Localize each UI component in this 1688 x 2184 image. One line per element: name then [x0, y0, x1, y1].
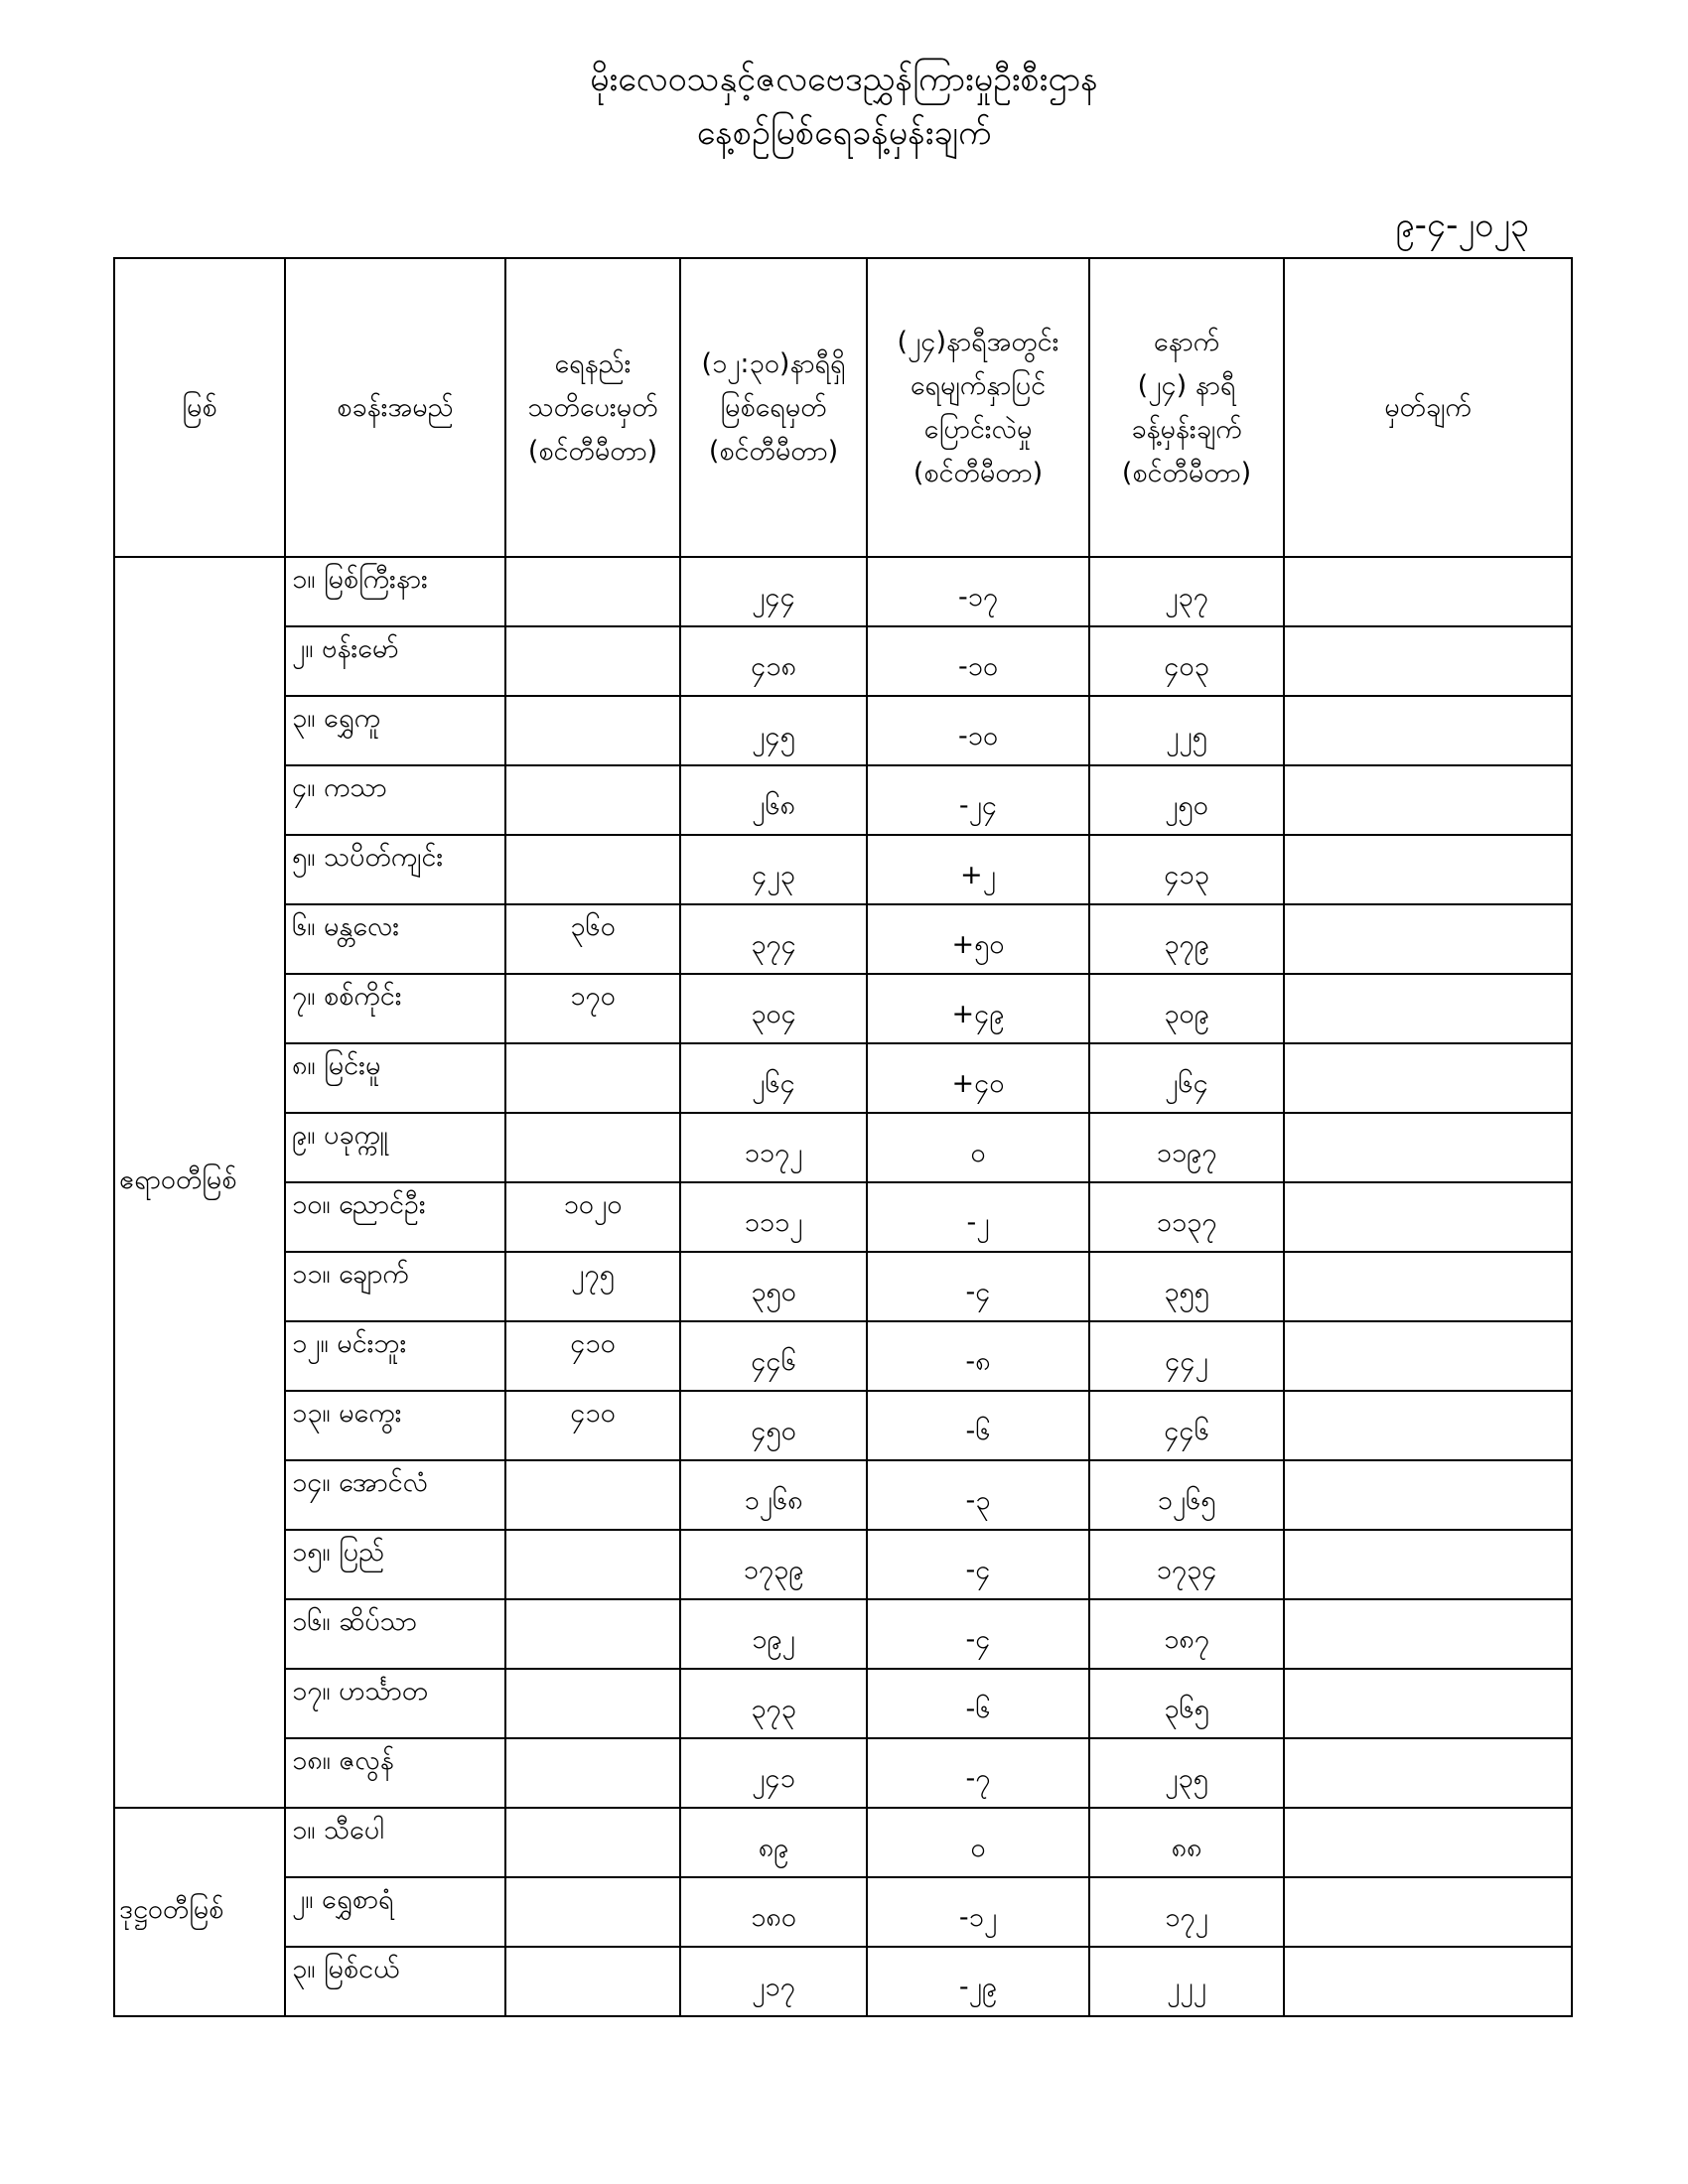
remarks-cell	[1284, 1877, 1572, 1947]
change-cell: -၂၉	[867, 1947, 1089, 2016]
forecast-cell: ၄၁၃	[1089, 835, 1284, 904]
observed-level-cell: ၂၆၄	[680, 1043, 867, 1113]
change-cell: -၂၄	[867, 765, 1089, 835]
observed-level-cell: ၁၈၀	[680, 1877, 867, 1947]
change-cell: -၃	[867, 1460, 1089, 1530]
station-cell: ၆။ မန္တလေး	[285, 904, 505, 974]
station-cell: ၁၃။ မကွေး	[285, 1391, 505, 1460]
remarks-cell	[1284, 765, 1572, 835]
change-cell: -၁၀	[867, 696, 1089, 765]
remarks-cell	[1284, 626, 1572, 696]
warning-level-cell: ၄၁၀	[505, 1321, 680, 1391]
station-cell: ၁။ သီပေါ	[285, 1808, 505, 1877]
station-cell: ၁၀။ ညောင်ဦး	[285, 1182, 505, 1252]
remarks-cell	[1284, 1530, 1572, 1599]
observed-level-cell: ၄၄၆	[680, 1321, 867, 1391]
remarks-cell	[1284, 974, 1572, 1043]
table-row	[114, 904, 1572, 974]
station-cell: ၁၇။ ဟင်္သာတ	[285, 1669, 505, 1738]
station-cell: ၇။ စစ်ကိုင်း	[285, 974, 505, 1043]
forecast-cell: ၃၆၅	[1089, 1669, 1284, 1738]
change-cell: +၂	[867, 835, 1089, 904]
remarks-cell	[1284, 1669, 1572, 1738]
river-forecast-table	[113, 257, 1573, 2017]
table-row	[114, 1182, 1572, 1252]
header-warning-level: ရေနည်း သတိပေးမှတ် (စင်တီမီတာ)	[505, 258, 680, 557]
warning-level-cell: ၂၇၅	[505, 1252, 680, 1321]
observed-level-cell: ၂၄၅	[680, 696, 867, 765]
table-row	[114, 1947, 1572, 2016]
table-row	[114, 974, 1572, 1043]
change-cell: -၆	[867, 1669, 1089, 1738]
station-cell: ၁။ မြစ်ကြီးနား	[285, 557, 505, 626]
station-cell: ၈။ မြင်းမူ	[285, 1043, 505, 1113]
change-cell: +၅၀	[867, 904, 1089, 974]
station-cell: ၁၂။ မင်းဘူး	[285, 1321, 505, 1391]
remarks-cell	[1284, 1738, 1572, 1808]
change-cell: -၄	[867, 1599, 1089, 1669]
station-cell: ၁၄။ အောင်လံ	[285, 1460, 505, 1530]
remarks-cell	[1284, 557, 1572, 626]
warning-level-cell	[505, 1530, 680, 1599]
change-cell: -၄	[867, 1530, 1089, 1599]
forecast-cell: ၄၀၃	[1089, 626, 1284, 696]
forecast-cell: ၄၄၆	[1089, 1391, 1284, 1460]
station-cell: ၂။ ရွှေစာရံ	[285, 1877, 505, 1947]
change-cell: -၁၇	[867, 557, 1089, 626]
station-cell: ၁၆။ ဆိပ်သာ	[285, 1599, 505, 1669]
station-cell: ၁၅။ ပြည်	[285, 1530, 505, 1599]
observed-level-cell: ၁၇၃၉	[680, 1530, 867, 1599]
change-cell: -၁၂	[867, 1877, 1089, 1947]
report-title: နေ့စဉ်မြစ်ရေခန့်မှန်းချက်	[696, 113, 992, 153]
forecast-cell: ၄၄၂	[1089, 1321, 1284, 1391]
table-row	[114, 1113, 1572, 1182]
river-name-cell: ဧရာဝတီမြစ်	[114, 557, 285, 1808]
table-row	[114, 557, 1572, 626]
table-row	[114, 1877, 1572, 1947]
observed-level-cell: ၈၉	[680, 1808, 867, 1877]
forecast-cell: ၂၃၅	[1089, 1738, 1284, 1808]
forecast-cell: ၁၇၃၄	[1089, 1530, 1284, 1599]
table-row	[114, 835, 1572, 904]
department-title: မိုးလေဝသနှင့်ဇလဗေဒညွှန်ကြားမှုဦးစီးဌာန	[590, 60, 1098, 99]
forecast-cell: ၃၀၉	[1089, 974, 1284, 1043]
change-cell: -၇	[867, 1738, 1089, 1808]
station-cell: ၃။ မြစ်ငယ်	[285, 1947, 505, 2016]
table-row	[114, 765, 1572, 835]
observed-level-cell: ၂၄၄	[680, 557, 867, 626]
warning-level-cell	[505, 1669, 680, 1738]
header-observed-level: (၁၂:၃၀)နာရီရှိ မြစ်ရေမှတ် (စင်တီမီတာ)	[680, 258, 867, 557]
observed-level-cell: ၃၇၃	[680, 1669, 867, 1738]
observed-level-cell: ၁၁၇၂	[680, 1113, 867, 1182]
warning-level-cell	[505, 1599, 680, 1669]
remarks-cell	[1284, 1182, 1572, 1252]
warning-level-cell: ၁၀၂၀	[505, 1182, 680, 1252]
observed-level-cell: ၁၁၁၂	[680, 1182, 867, 1252]
remarks-cell	[1284, 1252, 1572, 1321]
warning-level-cell	[505, 1738, 680, 1808]
station-cell: ၄။ ကသာ	[285, 765, 505, 835]
table-row	[114, 1043, 1572, 1113]
change-cell: -၈	[867, 1321, 1089, 1391]
header-24h-forecast: နောက် (၂၄) နာရီ ခန့်မှန်းချက် (စင်တီမီတာ)	[1089, 258, 1284, 557]
table-row	[114, 626, 1572, 696]
observed-level-cell: ၃၇၄	[680, 904, 867, 974]
warning-level-cell	[505, 765, 680, 835]
header-remarks: မှတ်ချက်	[1284, 258, 1572, 557]
table-row	[114, 1599, 1572, 1669]
forecast-cell: ၂၆၄	[1089, 1043, 1284, 1113]
observed-level-cell: ၂၁၇	[680, 1947, 867, 2016]
remarks-cell	[1284, 1321, 1572, 1391]
observed-level-cell: ၃၅၀	[680, 1252, 867, 1321]
remarks-cell	[1284, 1599, 1572, 1669]
table-row	[114, 696, 1572, 765]
remarks-cell	[1284, 1460, 1572, 1530]
forecast-cell: ၂၃၇	[1089, 557, 1284, 626]
change-cell: -၆	[867, 1391, 1089, 1460]
table-row	[114, 1460, 1572, 1530]
warning-level-cell	[505, 1877, 680, 1947]
change-cell: +၄၀	[867, 1043, 1089, 1113]
table-row	[114, 1530, 1572, 1599]
table-row	[114, 1321, 1572, 1391]
forecast-cell: ၃၅၅	[1089, 1252, 1284, 1321]
remarks-cell	[1284, 904, 1572, 974]
table-row	[114, 1808, 1572, 1877]
change-cell: -၄	[867, 1252, 1089, 1321]
warning-level-cell	[505, 557, 680, 626]
forecast-cell: ၂၂၂	[1089, 1947, 1284, 2016]
station-cell: ၁၁။ ချောက်	[285, 1252, 505, 1321]
remarks-cell	[1284, 1808, 1572, 1877]
header-24h-change: (၂၄)နာရီအတွင်း ရေမျက်နှာပြင် ပြောင်းလဲမှု (စင်တီမီတာ)	[867, 258, 1089, 557]
observed-level-cell: ၄၅၀	[680, 1391, 867, 1460]
remarks-cell	[1284, 696, 1572, 765]
forecast-cell: ၁၈၇	[1089, 1599, 1284, 1669]
observed-level-cell: ၄၁၈	[680, 626, 867, 696]
observed-level-cell: ၁၂၆၈	[680, 1460, 867, 1530]
observed-level-cell: ၄၂၃	[680, 835, 867, 904]
warning-level-cell: ၁၇၀	[505, 974, 680, 1043]
river-name-cell: ဒုဋ္ဌဝတီမြစ်	[114, 1808, 285, 2016]
header-station: စခန်းအမည်	[285, 258, 505, 557]
station-cell: ၅။ သပိတ်ကျင်း	[285, 835, 505, 904]
report-date: ၉-၄-၂၀၂၃	[1395, 205, 1529, 245]
station-cell: ၁၈။ ဇလွန်	[285, 1738, 505, 1808]
change-cell: ၀	[867, 1113, 1089, 1182]
observed-level-cell: ၂၆၈	[680, 765, 867, 835]
table-row	[114, 1738, 1572, 1808]
forecast-cell: ၂၂၅	[1089, 696, 1284, 765]
observed-level-cell: ၃၀၄	[680, 974, 867, 1043]
change-cell: ၀	[867, 1808, 1089, 1877]
warning-level-cell	[505, 1808, 680, 1877]
change-cell: -၁၀	[867, 626, 1089, 696]
warning-level-cell	[505, 626, 680, 696]
table-row	[114, 1391, 1572, 1460]
table-row	[114, 1252, 1572, 1321]
remarks-cell	[1284, 1113, 1572, 1182]
forecast-cell: ၁၁၉၇	[1089, 1113, 1284, 1182]
remarks-cell	[1284, 1391, 1572, 1460]
forecast-cell: ၁၇၂	[1089, 1877, 1284, 1947]
station-cell: ၉။ ပခုက္ကူ	[285, 1113, 505, 1182]
change-cell: -၂	[867, 1182, 1089, 1252]
forecast-cell: ၂၅၀	[1089, 765, 1284, 835]
forecast-cell: ၃၇၉	[1089, 904, 1284, 974]
station-cell: ၂။ ဗန်းမော်	[285, 626, 505, 696]
warning-level-cell: ၃၆၀	[505, 904, 680, 974]
warning-level-cell	[505, 835, 680, 904]
change-cell: +၄၉	[867, 974, 1089, 1043]
warning-level-cell	[505, 1113, 680, 1182]
remarks-cell	[1284, 1043, 1572, 1113]
warning-level-cell	[505, 1947, 680, 2016]
table-header-row	[114, 258, 1572, 557]
table-row	[114, 1669, 1572, 1738]
forecast-cell: ၈၈	[1089, 1808, 1284, 1877]
remarks-cell	[1284, 1947, 1572, 2016]
forecast-cell: ၁၁၃၇	[1089, 1182, 1284, 1252]
header-river: မြစ်	[114, 258, 285, 557]
warning-level-cell	[505, 1460, 680, 1530]
station-cell: ၃။ ရွှေကူ	[285, 696, 505, 765]
observed-level-cell: ၂၄၁	[680, 1738, 867, 1808]
warning-level-cell	[505, 696, 680, 765]
forecast-cell: ၁၂၆၅	[1089, 1460, 1284, 1530]
warning-level-cell	[505, 1043, 680, 1113]
warning-level-cell: ၄၁၀	[505, 1391, 680, 1460]
observed-level-cell: ၁၉၂	[680, 1599, 867, 1669]
remarks-cell	[1284, 835, 1572, 904]
